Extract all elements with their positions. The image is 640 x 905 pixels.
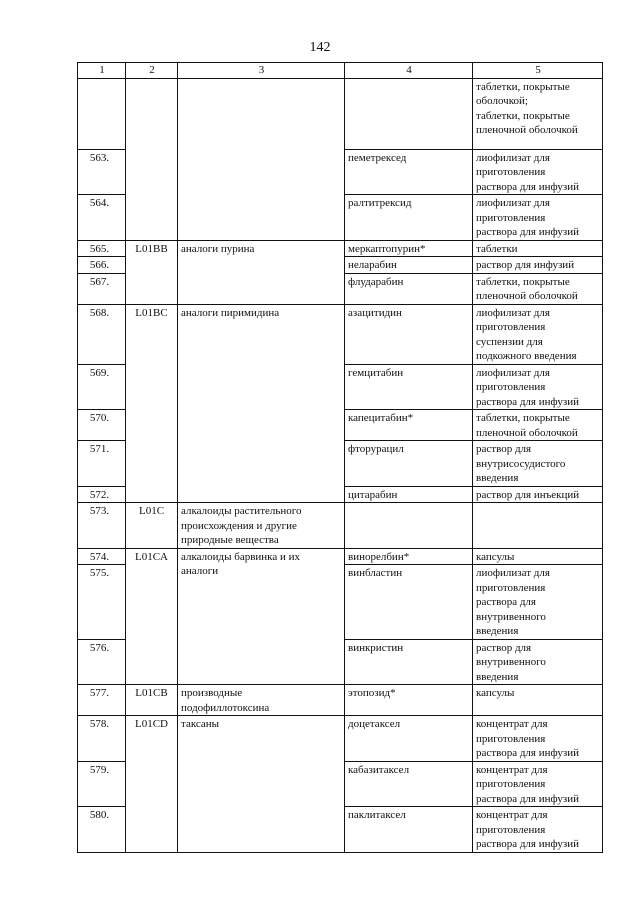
column-header: 5 — [473, 63, 603, 79]
table-row — [78, 716, 603, 762]
dosage-form-cell: раствор для внутрисосудистого введения — [473, 441, 603, 487]
atc-code-cell: L01CB — [126, 685, 178, 716]
atc-code-cell: L01C — [126, 503, 178, 549]
group-name-cell: производные подофиллотоксина — [178, 685, 345, 716]
dosage-form-cell: лиофилизат для приготовления раствора для инфузий — [473, 149, 603, 195]
group-name-cell: аналоги пиримидина — [178, 304, 345, 503]
drug-name-cell: меркаптопурин* — [345, 240, 473, 257]
row-number-cell: 575. — [78, 565, 126, 640]
drug-name-cell: фторурацил — [345, 441, 473, 487]
row-number-cell: 568. — [78, 304, 126, 364]
dosage-form-cell: лиофилизат для приготовления раствора для инфузий — [473, 195, 603, 241]
drug-name-cell: кабазитаксел — [345, 761, 473, 807]
dosage-form-cell: концентрат для приготовления раствора для инфузий — [473, 716, 603, 762]
dosage-form-cell — [473, 503, 603, 549]
atc-code-cell: L01CD — [126, 716, 178, 853]
drug-name-cell: винкристин — [345, 639, 473, 685]
dosage-form-cell: капсулы — [473, 685, 603, 716]
atc-code-cell — [126, 78, 178, 240]
row-number-cell: 578. — [78, 716, 126, 762]
dosage-form-cell: таблетки, покрытые пленочной оболочкой — [473, 273, 603, 304]
drug-name-cell: винбластин — [345, 565, 473, 640]
dosage-form-cell: раствор для инъекций — [473, 486, 603, 503]
row-number-cell: 577. — [78, 685, 126, 716]
drug-name-cell: паклитаксел — [345, 807, 473, 853]
dosage-form-cell: таблетки — [473, 240, 603, 257]
drug-name-cell — [345, 503, 473, 549]
column-header: 3 — [178, 63, 345, 79]
row-number-cell: 580. — [78, 807, 126, 853]
table-row — [78, 240, 603, 257]
atc-code-cell: L01BC — [126, 304, 178, 503]
row-number-cell: 574. — [78, 548, 126, 565]
drug-name-cell: азацитидин — [345, 304, 473, 364]
drug-name-cell: флударабин — [345, 273, 473, 304]
drug-name-cell: винорелбин* — [345, 548, 473, 565]
drug-name-cell: цитарабин — [345, 486, 473, 503]
column-header: 2 — [126, 63, 178, 79]
row-number-cell: 567. — [78, 273, 126, 304]
drug-name-cell — [345, 78, 473, 149]
row-number-cell — [78, 78, 126, 149]
page-number: 142 — [309, 40, 331, 55]
group-name-cell: алкалоиды барвинка и их аналоги — [178, 548, 345, 685]
dosage-form-cell: лиофилизат для приготовления раствора для внутривенного введения — [473, 565, 603, 640]
table-row — [78, 78, 603, 149]
drug-name-cell: доцетаксел — [345, 716, 473, 762]
column-header: 4 — [345, 63, 473, 79]
dosage-form-cell: раствор для внутривенного введения — [473, 639, 603, 685]
atc-code-cell: L01BB — [126, 240, 178, 304]
row-number-cell: 573. — [78, 503, 126, 549]
dosage-form-cell: таблетки, покрытые пленочной оболочкой — [473, 410, 603, 441]
table-row — [78, 304, 603, 364]
drug-name-cell: капецитабин* — [345, 410, 473, 441]
row-number-cell: 566. — [78, 257, 126, 274]
row-number-cell: 579. — [78, 761, 126, 807]
drug-table — [77, 62, 603, 853]
row-number-cell: 565. — [78, 240, 126, 257]
dosage-form-cell: раствор для инфузий — [473, 257, 603, 274]
row-number-cell: 563. — [78, 149, 126, 195]
drug-name-cell: гемцитабин — [345, 364, 473, 410]
group-name-cell: алкалоиды растительного происхождения и другие природные вещества — [178, 503, 345, 549]
table-row — [78, 503, 603, 549]
row-number-cell: 571. — [78, 441, 126, 487]
group-name-cell — [178, 78, 345, 240]
group-name-cell: таксаны — [178, 716, 345, 853]
drug-name-cell: пеметрексед — [345, 149, 473, 195]
dosage-form-cell: концентрат для приготовления раствора для инфузий — [473, 807, 603, 853]
table-header-row — [78, 63, 603, 79]
column-header: 1 — [78, 63, 126, 79]
drug-name-cell: ралтитрексид — [345, 195, 473, 241]
drug-name-cell: неларабин — [345, 257, 473, 274]
dosage-form-cell: таблетки, покрытые оболочкой; таблетки, покрытые пленочной оболочкой — [473, 78, 603, 149]
group-name-cell: аналоги пурина — [178, 240, 345, 304]
row-number-cell: 564. — [78, 195, 126, 241]
dosage-form-cell: лиофилизат для приготовления суспензии для подкожного введения — [473, 304, 603, 364]
row-number-cell: 569. — [78, 364, 126, 410]
table-row — [78, 548, 603, 565]
row-number-cell: 572. — [78, 486, 126, 503]
dosage-form-cell: лиофилизат для приготовления раствора для инфузий — [473, 364, 603, 410]
atc-code-cell: L01CA — [126, 548, 178, 685]
drug-name-cell: этопозид* — [345, 685, 473, 716]
row-number-cell: 576. — [78, 639, 126, 685]
dosage-form-cell: концентрат для приготовления раствора для инфузий — [473, 761, 603, 807]
row-number-cell: 570. — [78, 410, 126, 441]
table-row — [78, 685, 603, 716]
dosage-form-cell: капсулы — [473, 548, 603, 565]
